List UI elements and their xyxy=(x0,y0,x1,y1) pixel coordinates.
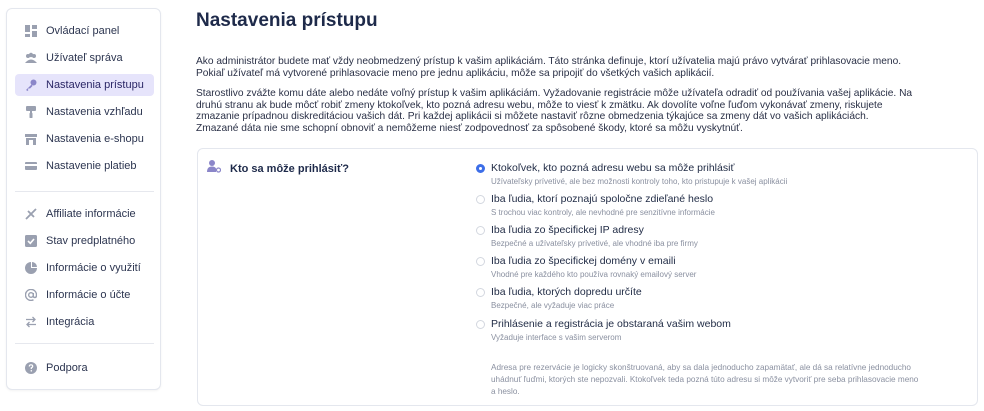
radio-button[interactable] xyxy=(476,195,485,204)
sidebar-item-label: Informácie o účte xyxy=(46,289,131,301)
warning-line: Zmazané dáta nie sme schopní obnoviť a nemôžeme niesť zodpovednosť za spôsobené škody, ktoré sa môžu vyskytnúť. xyxy=(196,122,743,134)
arrows-exchange-icon xyxy=(24,315,38,329)
key-icon xyxy=(24,78,38,92)
check-square-icon xyxy=(24,234,38,248)
paint-roller-icon xyxy=(24,105,38,119)
sidebar-divider xyxy=(15,191,154,192)
sidebar-item-label: Nastavenia vzhľadu xyxy=(46,106,143,118)
users-icon xyxy=(24,51,38,65)
sidebar-item-access-settings[interactable] xyxy=(15,74,154,96)
note-line: uhádnuť ľuďmi, ktorých ste nepozvali. Ktokoľvek teda pozná túto adresu si môže vytvoriť pre seba prihlasovacie meno xyxy=(491,375,919,384)
warning-line: druhú stranu ak bude môcť robiť zmeny ktokoľvek, kto pozná adresu webu, môže to viesť k zmätku. Ak dovolíte voľne ľuďom vykonávať zmeny, riskujete xyxy=(196,99,883,111)
radio-button[interactable] xyxy=(476,226,485,235)
page-title: Nastavenia prístupu xyxy=(196,10,378,31)
radio-button[interactable] xyxy=(476,320,485,329)
intro-line: Ako administrátor budete mať vždy neobmedzený prístup k vašim aplikáciám. Táto stránka definuje, ktorí užívatelia majú právo vytvárať prihlasovacie meno. xyxy=(196,56,902,67)
sidebar-item-subscription[interactable] xyxy=(15,230,154,252)
option-label: Prihlásenie a registrácia je obstaraná vašim webom xyxy=(491,318,731,330)
warning-line: Starostlivo zvážte komu dáte alebo nedáte voľný prístup k vašim aplikáciám. Vyžadovanie registrácie môže užívateľa odradiť od používania vašej aplikácie. Na xyxy=(196,88,913,99)
sidebar-item-account[interactable] xyxy=(15,284,154,306)
dashboard-icon xyxy=(24,24,38,38)
login-access-card xyxy=(197,148,978,406)
sidebar-item-affiliate[interactable] xyxy=(15,203,154,225)
question-circle-icon xyxy=(24,361,38,375)
user-cog-icon xyxy=(207,159,221,178)
sidebar xyxy=(6,8,161,390)
sidebar-item-eshop[interactable] xyxy=(15,128,154,150)
sidebar-item-integration[interactable] xyxy=(15,311,154,333)
option-description: Bezpečné a užívateľsky prívetivé, ale vhodné iba pre firmy xyxy=(491,239,698,248)
option-label: Iba ľudia zo špecifickej IP adresy xyxy=(491,224,644,236)
warning-line: zmazanie prípadnou diskreditáciou vašich dát. Pri každej aplikácii si môžete nastaviť rôzne obmedzenia týkajúce sa zmeny dát vo vašich aplikáciách. xyxy=(196,111,869,123)
radio-button[interactable] xyxy=(476,164,485,173)
note-line: Adresa pre rezervácie je logicky skonštruovaná, aby sa dala jednoducho zapamätať, ale dá sa relatívne jednoducho xyxy=(491,363,911,372)
intro-line: Pokiaľ užívateľ má vytvorené prihlasovacie meno pre jednu aplikáciu, môže sa pripojiť do všetkých vašich aplikácií. xyxy=(196,67,715,79)
sidebar-item-usage[interactable] xyxy=(15,257,154,279)
pie-chart-icon xyxy=(24,261,38,275)
radio-button[interactable] xyxy=(476,257,485,266)
sidebar-item-payments[interactable] xyxy=(15,155,154,177)
sidebar-item-label: Nastavenia e-shopu xyxy=(46,133,144,145)
option-description: Užívateľsky prívetivé, ale bez možnosti kontroly toho, kto pristupuje k vašej aplikácii xyxy=(491,177,788,186)
option-description: Vyžaduje interface s vašim serverom xyxy=(491,333,622,342)
sidebar-item-label: Integrácia xyxy=(46,316,95,328)
sidebar-item-appearance[interactable] xyxy=(15,101,154,123)
option-description: S trochou viac kontroly, ale nevhodné pre senzitívne informácie xyxy=(491,208,715,217)
sidebar-item-label: Informácie o využití xyxy=(46,262,141,274)
sidebar-item-users[interactable] xyxy=(15,47,154,69)
sidebar-item-label: Stav predplatného xyxy=(46,235,136,247)
credit-card-icon xyxy=(24,159,38,173)
option-description: Bezpečné, ale vyžaduje viac práce xyxy=(491,301,615,310)
sidebar-item-label: Nastavenie platieb xyxy=(46,160,137,172)
reservation-address-note xyxy=(491,362,971,398)
card-header xyxy=(207,159,349,178)
sidebar-item-label: Nastavenia prístupu xyxy=(46,79,144,91)
sidebar-item-label: Užívateľ správa xyxy=(46,52,123,64)
store-icon xyxy=(24,132,38,146)
option-label: Iba ľudia, ktorých dopredu určíte xyxy=(491,286,642,298)
option-label: Iba ľudia, ktorí poznajú spoločne zdieľané heslo xyxy=(491,193,714,205)
affiliate-icon xyxy=(24,207,38,221)
sidebar-item-label: Ovládací panel xyxy=(46,25,120,37)
card-title: Kto sa môže prihlásiť? xyxy=(230,162,349,175)
sidebar-item-support[interactable] xyxy=(15,357,154,379)
note-line: a heslo. xyxy=(491,387,520,396)
sidebar-divider xyxy=(15,343,154,344)
option-label: Iba ľudia zo špecifickej domény v emaili xyxy=(491,255,676,267)
intro-paragraph xyxy=(196,56,976,79)
sidebar-item-label: Podpora xyxy=(46,362,88,374)
option-description: Vhodné pre každého kto používa rovnaký emailový server xyxy=(491,270,697,279)
sidebar-item-dashboard[interactable] xyxy=(15,20,154,42)
at-icon xyxy=(24,288,38,302)
radio-button[interactable] xyxy=(476,288,485,297)
sidebar-item-label: Affiliate informácie xyxy=(46,208,136,220)
option-label: Ktokoľvek, kto pozná adresu webu sa môže prihlásiť xyxy=(491,162,735,174)
warning-paragraph xyxy=(196,88,976,134)
